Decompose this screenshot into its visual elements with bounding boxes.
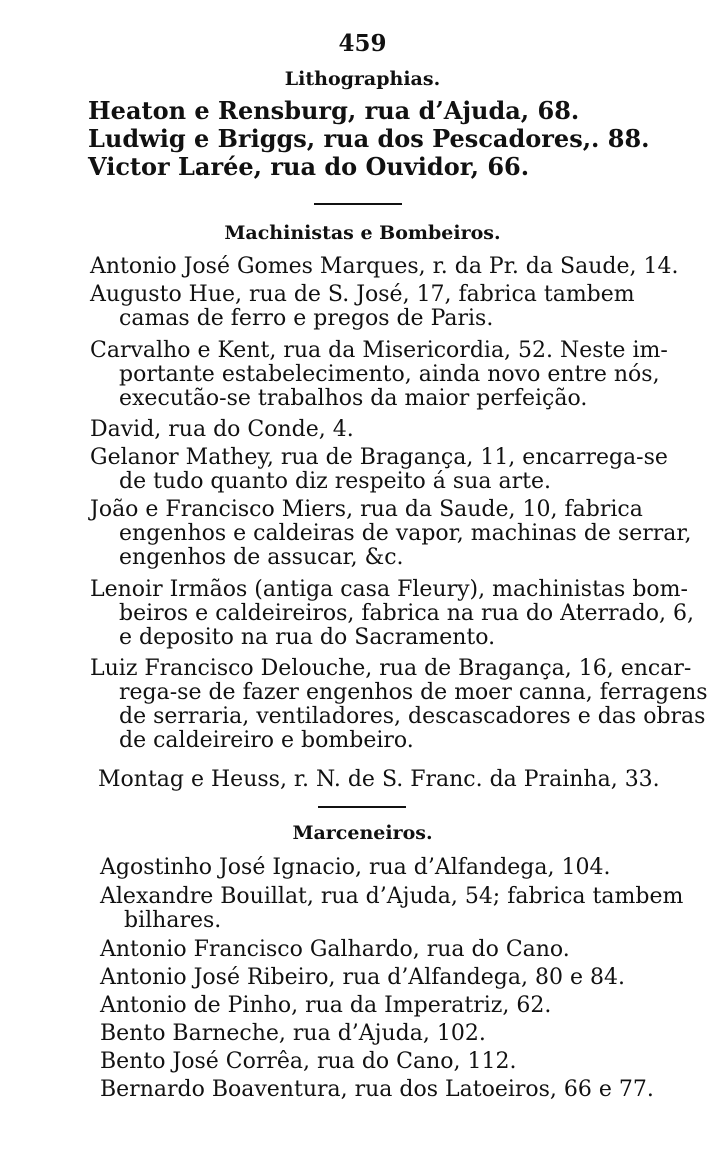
entry-line: engenhos de assucar, &c. bbox=[119, 545, 404, 570]
entry-antonio-de-pinho bbox=[100, 994, 551, 1018]
entry-luiz-francisco-delouche bbox=[90, 657, 708, 753]
entry-carvalho-kent bbox=[90, 339, 668, 411]
entry-ludwig-briggs bbox=[88, 126, 650, 152]
entry-antonio-francisco-galhardo bbox=[100, 938, 570, 962]
entry-line: engenhos e caldeiras de vapor, machinas de serrar, bbox=[119, 521, 692, 546]
section-divider bbox=[314, 203, 402, 205]
entry-bento-barneche bbox=[100, 1022, 486, 1046]
entry-bernardo-boaventura bbox=[100, 1078, 654, 1102]
entry-line: de caldeireiro e bombeiro. bbox=[119, 728, 414, 753]
entry-antonio-jose-ribeiro bbox=[100, 966, 625, 990]
entry-line: executão-se trabalhos da maior perfeição. bbox=[119, 386, 588, 411]
entry-name: Heaton e Rensburg, bbox=[88, 96, 357, 125]
entry-line: Alexandre Bouillat, rua d’Ajuda, 54; fabrica tambem bbox=[100, 884, 684, 909]
entry-line: beiros e caldeireiros, fabrica na rua do Aterrado, 6, bbox=[119, 601, 694, 626]
entry-line: Bento José Corrêa, rua do Cano, 112. bbox=[100, 1049, 517, 1074]
page-number: 459 bbox=[338, 30, 387, 57]
entry-line: João e Francisco Miers, rua da Saude, 10, fabrica bbox=[90, 497, 643, 522]
entry-agostinho-jose-ignacio bbox=[100, 856, 610, 880]
entry-address: rua d’Ajuda, 68. bbox=[356, 96, 580, 125]
entry-line: Gelanor Mathey, rua de Bragança, 11, encarrega-se bbox=[90, 445, 668, 470]
entry-joao-francisco-miers bbox=[90, 498, 691, 570]
entry-line: portante estabelecimento, ainda novo entre nós, bbox=[119, 362, 660, 387]
section-heading-marceneiros: Marceneiros. bbox=[292, 822, 433, 844]
entry-david bbox=[90, 418, 354, 442]
entry-address: rua dos Pescadores,. 88. bbox=[315, 124, 650, 153]
section-divider bbox=[318, 806, 406, 808]
entry-line: camas de ferro e pregos de Paris. bbox=[119, 306, 494, 331]
entry-line: Antonio José Gomes Marques, r. da Pr. da Saude, 14. bbox=[90, 254, 679, 279]
entry-line: bilhares. bbox=[124, 908, 222, 933]
entry-line: Montag e Heuss, r. N. de S. Franc. da Prainha, 33. bbox=[98, 767, 660, 792]
entry-augusto-hue bbox=[90, 283, 635, 331]
entry-name: Ludwig e Briggs, bbox=[88, 124, 316, 153]
entry-line: David, rua do Conde, 4. bbox=[90, 417, 354, 442]
entry-line: Augusto Hue, rua de S. José, 17, fabrica tambem bbox=[90, 282, 635, 307]
entry-line: de serraria, ventiladores, descascadores e das obras bbox=[119, 704, 706, 729]
entry-montag-heuss bbox=[98, 768, 660, 792]
entry-line: Antonio José Ribeiro, rua d’Alfandega, 80 e 84. bbox=[100, 965, 625, 990]
entry-line: Luiz Francisco Delouche, rua de Bragança, 16, encar- bbox=[90, 656, 692, 681]
entry-line: de tudo quanto diz respeito á sua arte. bbox=[119, 469, 551, 494]
entry-address: rua do Ouvidor, 66. bbox=[262, 152, 530, 181]
entry-antonio-jose-gomes-marques bbox=[90, 255, 678, 279]
entry-line: Agostinho José Ignacio, rua d’Alfandega, 104. bbox=[100, 855, 611, 880]
entry-line: Antonio Francisco Galhardo, rua do Cano. bbox=[100, 937, 570, 962]
section-heading-machinistas: Machinistas e Bombeiros. bbox=[224, 222, 501, 244]
entry-victor-laree bbox=[88, 154, 529, 180]
section-heading-lithographias: Lithographias. bbox=[284, 68, 441, 90]
entry-name: Victor Larée, bbox=[88, 152, 262, 181]
entry-line: Antonio de Pinho, rua da Imperatriz, 62. bbox=[100, 993, 552, 1018]
entry-alexandre-bouillat bbox=[100, 885, 683, 933]
entry-line: Lenoir Irmãos (antiga casa Fleury), machinistas bom- bbox=[90, 577, 688, 602]
entry-line: Bento Barneche, rua d’Ajuda, 102. bbox=[100, 1021, 486, 1046]
entry-bento-jose-correa bbox=[100, 1050, 517, 1074]
entry-gelanor-mathey bbox=[90, 446, 668, 494]
entry-heaton-rensburg bbox=[88, 98, 579, 124]
entry-line: Carvalho e Kent, rua da Misericordia, 52. Neste im- bbox=[90, 338, 668, 363]
entry-line: Bernardo Boaventura, rua dos Latoeiros, 66 e 77. bbox=[100, 1077, 654, 1102]
entry-line: rega-se de fazer engenhos de moer canna, ferragens bbox=[119, 680, 708, 705]
entry-line: e deposito na rua do Sacramento. bbox=[119, 625, 496, 650]
entry-lenoir-irmaos bbox=[90, 578, 694, 650]
